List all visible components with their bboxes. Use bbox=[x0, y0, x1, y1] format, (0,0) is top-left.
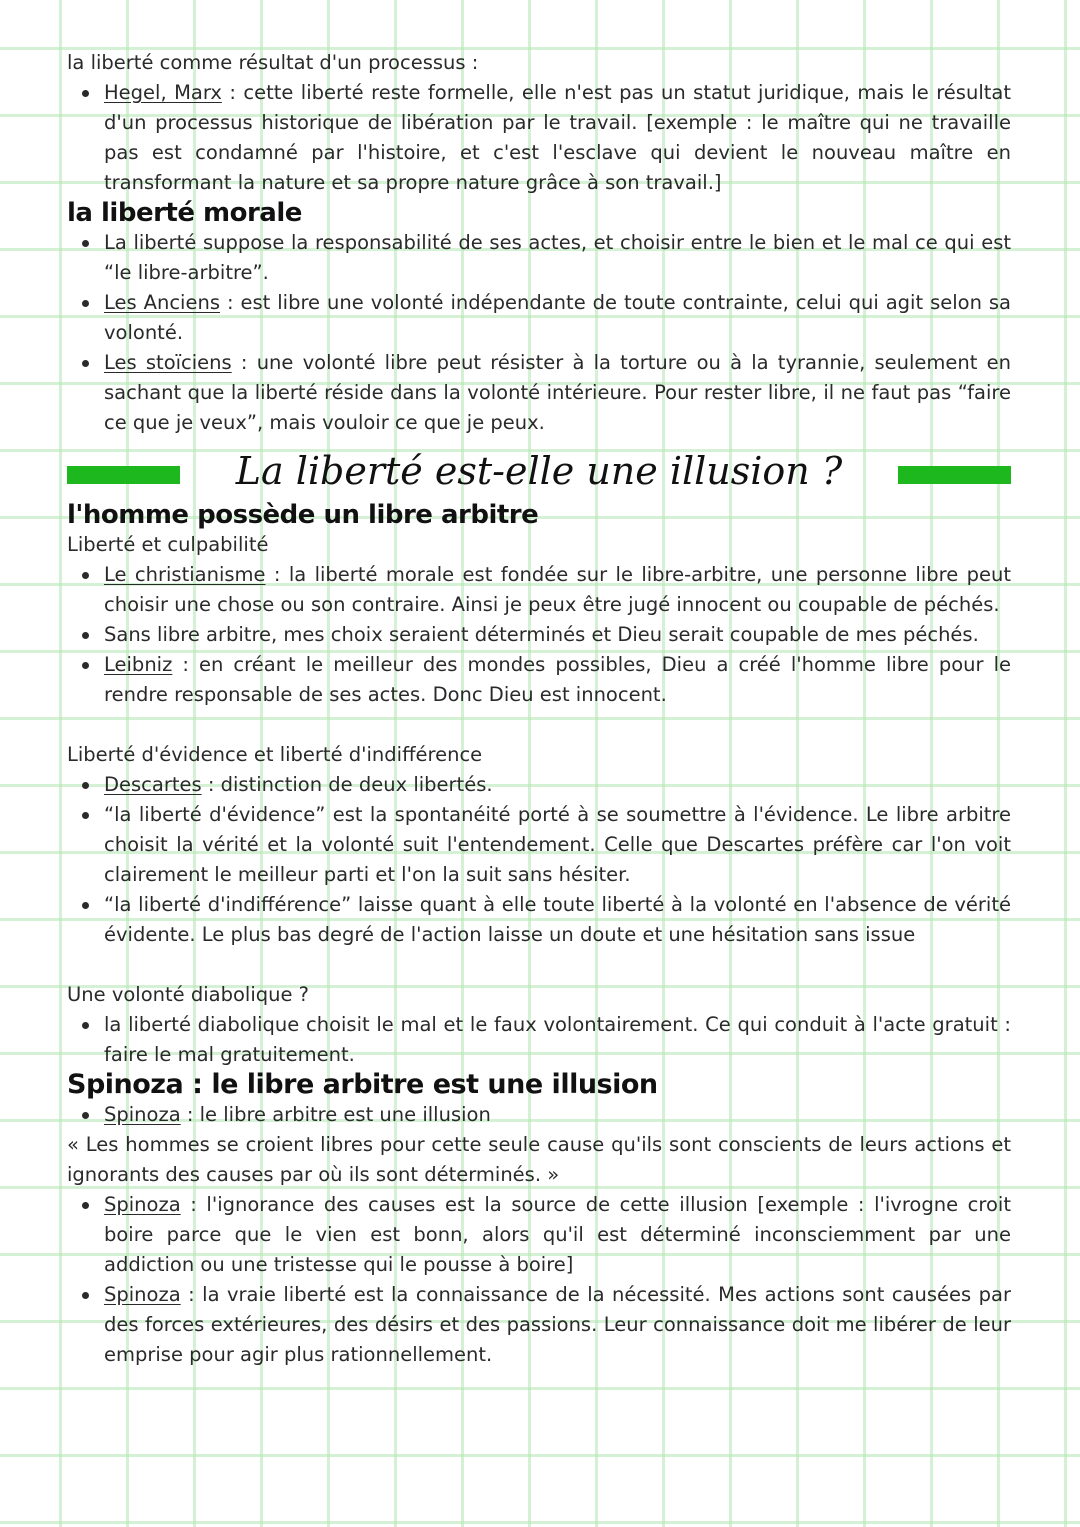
list-item-text: : le libre arbitre est une illusion bbox=[180, 1103, 491, 1126]
list-item-text: : la liberté morale est fondée sur le libre-arbitre, une personne libre peut choisir une chose ou son contraire. Ainsi je peux être jugé innocent ou coupable de péchés. bbox=[104, 563, 1011, 616]
list-item-text: : cette liberté reste formelle, elle n'est pas un statut juridique, mais le résultat d'un processus historique de libération par le travail. [exemple : le maître qui ne travaille pas est condamné par l'histoire, et c'est l'esclave qui devient le nouveau maître en transformant la nature et sa propre nature grâce à son travail.] bbox=[104, 81, 1011, 194]
heading-spinoza: Spinoza : le libre arbitre est une illusion bbox=[67, 1069, 658, 1100]
diabolique-list bbox=[67, 1010, 1011, 1070]
list-item-text: “la liberté d'indifférence” laisse quant à elle toute liberté à la volonté en l'absence de vérité évidente. Le plus bas degré de l'action laisse un doute et une hésitation sans issue bbox=[104, 893, 1011, 946]
author-christianisme: Le christianisme bbox=[104, 563, 266, 586]
list-item bbox=[104, 890, 1011, 950]
list-item bbox=[104, 620, 1011, 650]
process-intro: la liberté comme résultat d'un processus : bbox=[67, 51, 479, 74]
list-item-text: : l'ignorance des causes est la source de cette illusion [exemple : l'ivrogne croit boire parce que le vien est bonn, alors qu'il est déterminé inconsciemment par une addiction ou une tristesse qui le pousse à boire] bbox=[104, 1193, 1011, 1276]
list-item-text: : est libre une volonté indépendante de toute contrainte, celui qui agit selon sa volonté. bbox=[104, 291, 1011, 344]
author-spinoza: Spinoza bbox=[104, 1193, 181, 1216]
evidence-list bbox=[67, 770, 1011, 950]
list-item-text: : la vraie liberté est la connaissance de la nécessité. Mes actions sont causées par des forces extérieures, des désirs et des passions. Leur connaissance doit me libérer de leur emprise pour agir plus rationnellement. bbox=[104, 1283, 1011, 1366]
section-title-row bbox=[67, 442, 1011, 500]
list-item bbox=[104, 228, 1011, 288]
spacer bbox=[67, 950, 1011, 980]
heading-liberte-morale: la liberté morale bbox=[67, 198, 302, 228]
list-item bbox=[104, 78, 1011, 198]
author-leibniz: Leibniz bbox=[104, 653, 173, 676]
subheading-culpabilite: Liberté et culpabilité bbox=[67, 533, 269, 556]
spinoza-quote: « Les hommes se croient libres pour cette seule cause qu'ils sont conscients de leurs actions et ignorants des causes par où ils sont déterminés. » bbox=[67, 1133, 1011, 1186]
list-item-text: : en créant le meilleur des mondes possibles, Dieu a créé l'homme libre pour le rendre responsable de ses actes. Donc Dieu est innocent. bbox=[104, 653, 1011, 706]
list-item-text: : distinction de deux libertés. bbox=[201, 773, 493, 796]
notes-page bbox=[67, 48, 1011, 1370]
author-descartes: Descartes bbox=[104, 773, 202, 796]
author-anciens: Les Anciens bbox=[104, 291, 220, 314]
list-item bbox=[104, 1190, 1011, 1280]
list-item bbox=[104, 1010, 1011, 1070]
list-item bbox=[104, 560, 1011, 620]
author-spinoza: Spinoza bbox=[104, 1283, 181, 1306]
section-title: La liberté est-elle une illusion ? bbox=[235, 449, 843, 493]
list-item bbox=[104, 650, 1011, 710]
list-item bbox=[104, 288, 1011, 348]
author-spinoza: Spinoza bbox=[104, 1103, 181, 1126]
list-item-text: Sans libre arbitre, mes choix seraient déterminés et Dieu serait coupable de mes péchés. bbox=[104, 623, 979, 646]
culpabilite-list bbox=[67, 560, 1011, 710]
author-hegel-marx: Hegel, Marx bbox=[104, 81, 222, 104]
list-item bbox=[104, 800, 1011, 890]
list-item-text: La liberté suppose la responsabilité de ses actes, et choisir entre le bien et le mal ce qui est “le libre-arbitre”. bbox=[104, 231, 1011, 284]
list-item bbox=[104, 770, 1011, 800]
morale-list bbox=[67, 228, 1011, 438]
list-item bbox=[104, 348, 1011, 438]
spinoza-list bbox=[67, 1190, 1011, 1370]
process-list bbox=[67, 78, 1011, 198]
subheading-diabolique: Une volonté diabolique ? bbox=[67, 983, 310, 1006]
list-item-text: la liberté diabolique choisit le mal et le faux volontairement. Ce qui conduit à l'acte gratuit : faire le mal gratuitement. bbox=[104, 1013, 1011, 1066]
spinoza-intro-list bbox=[67, 1100, 1011, 1130]
heading-libre-arbitre: l'homme possède un libre arbitre bbox=[67, 500, 539, 530]
list-item bbox=[104, 1280, 1011, 1370]
list-item bbox=[104, 1100, 1011, 1130]
list-item-text: : une volonté libre peut résister à la torture ou à la tyrannie, seulement en sachant que la liberté réside dans la volonté intérieure. Pour rester libre, il ne faut pas “faire ce que je veux”, mais vouloir ce que je peux. bbox=[104, 351, 1011, 434]
spacer bbox=[67, 710, 1011, 740]
list-item-text: “la liberté d'évidence” est la spontanéité porté à se soumettre à l'évidence. Le libre arbitre choisit la vérité et la volonté suit l'entendement. Celle que Descartes préfère car l'on voit clairement le meilleur parti et l'on la suit sans hésiter. bbox=[104, 803, 1011, 886]
subheading-evidence: Liberté d'évidence et liberté d'indifférence bbox=[67, 743, 483, 766]
author-stoiciens: Les stoïciens bbox=[104, 351, 232, 374]
accent-bar-right bbox=[898, 466, 1011, 484]
